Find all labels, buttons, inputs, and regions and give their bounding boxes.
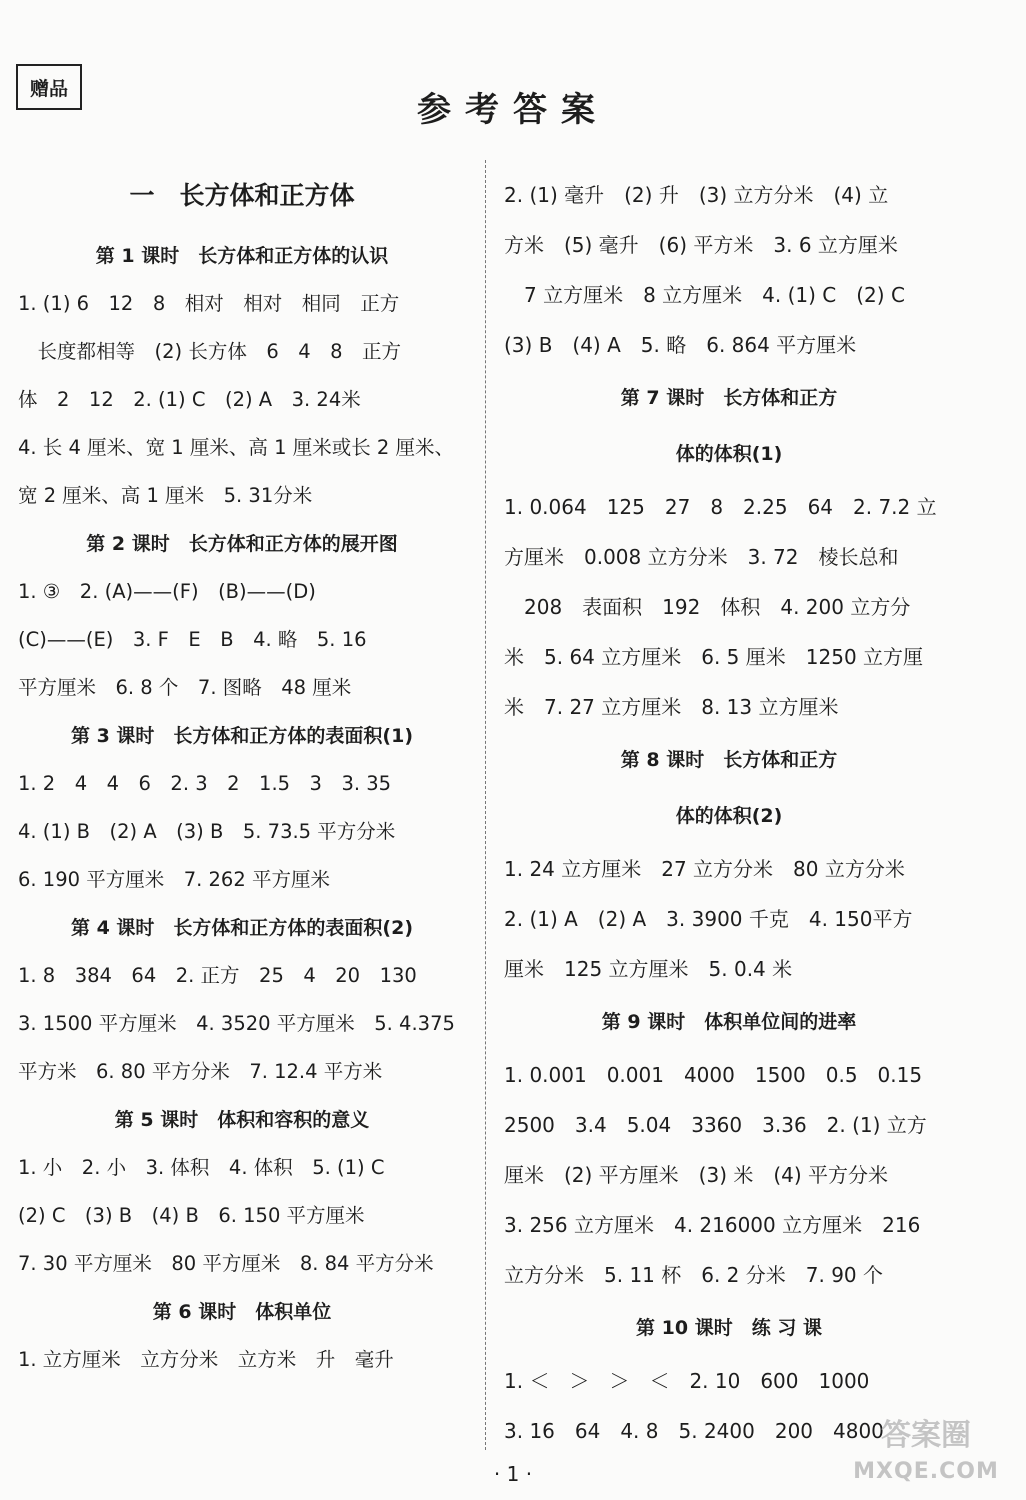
lesson-heading: 第 7 课时 长方体和正方 bbox=[620, 387, 838, 409]
answer-line: 7. 30 平方厘米 80 平方厘米 8. 84 平方分米 bbox=[18, 1252, 434, 1275]
lesson-heading: 第 9 课时 体积单位间的进率 bbox=[601, 1011, 857, 1033]
answer-line: 2. (1) A (2) A 3. 3900 千克 4. 150平方 bbox=[504, 907, 913, 931]
answer-line: 1. 0.001 0.001 4000 1500 0.5 0.15 bbox=[504, 1063, 923, 1087]
answer-line: 方米 (5) 毫升 (6) 平方米 3. 6 立方厘米 bbox=[504, 233, 898, 257]
answer-line: 1. 24 立方厘米 27 立方分米 80 立方分米 bbox=[504, 857, 905, 881]
answer-line: 体 2 12 2. (1) C (2) A 3. 24米 bbox=[18, 388, 361, 411]
answer-line: 方厘米 0.008 立方分米 3. 72 棱长总和 bbox=[504, 545, 899, 569]
answer-line: 1. 立方厘米 立方分米 立方米 升 毫升 bbox=[18, 1348, 394, 1371]
answer-line: 7 立方厘米 8 立方厘米 4. (1) C (2) C bbox=[504, 283, 905, 307]
lesson-heading: 第 6 课时 体积单位 bbox=[152, 1301, 332, 1323]
left-column bbox=[18, 170, 466, 1384]
answer-line: 厘米 125 立方厘米 5. 0.4 米 bbox=[504, 957, 793, 981]
right-answer-lines bbox=[504, 170, 954, 1456]
answer-line: 宽 2 厘米、高 1 厘米 5. 31分米 bbox=[18, 484, 313, 507]
column-divider bbox=[485, 160, 486, 1450]
answer-line: 4. (1) B (2) A (3) B 5. 73.5 平方分米 bbox=[18, 820, 396, 843]
left-answer-lines bbox=[18, 232, 466, 1384]
answer-line: 长度都相等 (2) 长方体 6 4 8 正方 bbox=[18, 340, 402, 363]
answer-line: 208 表面积 192 体积 4. 200 立方分 bbox=[504, 595, 911, 619]
answer-line: 3. 1500 平方厘米 4. 3520 平方厘米 5. 4.375 bbox=[18, 1012, 455, 1035]
watermark-logo bbox=[836, 1418, 1016, 1488]
watermark-text: 答案圈 bbox=[881, 1418, 971, 1453]
lesson-heading: 第 8 课时 长方体和正方 bbox=[620, 749, 838, 771]
answer-line: (2) C (3) B (4) B 6. 150 平方厘米 bbox=[18, 1204, 365, 1227]
answer-line: 平方厘米 6. 8 个 7. 图略 48 厘米 bbox=[18, 676, 352, 699]
answer-line: 3. 256 立方厘米 4. 216000 立方厘米 216 bbox=[504, 1213, 921, 1237]
lesson-heading: 第 1 课时 长方体和正方体的认识 bbox=[95, 245, 389, 267]
unit-title: 一 长方体和正方体 bbox=[129, 181, 355, 210]
answer-line: (C)——(E) 3. F E B 4. 略 5. 16 bbox=[18, 628, 367, 651]
answer-line: (3) B (4) A 5. 略 6. 864 平方厘米 bbox=[504, 333, 857, 357]
page-title: 参考答案 bbox=[417, 90, 609, 130]
answer-line: 3. 16 64 4. 8 5. 2400 200 4800 bbox=[504, 1419, 884, 1443]
lesson-heading: 第 5 课时 体积和容积的意义 bbox=[114, 1109, 370, 1131]
answer-line: 6. 190 平方厘米 7. 262 平方厘米 bbox=[18, 868, 330, 891]
lesson-heading: 体的体积(2) bbox=[675, 805, 783, 827]
answer-line: 厘米 (2) 平方厘米 (3) 米 (4) 平方分米 bbox=[504, 1163, 889, 1187]
answer-line: 1. ③ 2. (A)——(F) (B)——(D) bbox=[18, 580, 316, 603]
right-column bbox=[504, 170, 954, 1456]
answer-line: 立方分米 5. 11 杯 6. 2 分米 7. 90 个 bbox=[504, 1263, 884, 1287]
lesson-heading: 第 3 课时 长方体和正方体的表面积(1) bbox=[70, 725, 414, 747]
answer-line: 米 7. 27 立方厘米 8. 13 立方厘米 bbox=[504, 695, 839, 719]
lesson-heading: 第 10 课时 练 习 课 bbox=[636, 1317, 822, 1339]
answer-line: 1. 2 4 4 6 2. 3 2 1.5 3 3. 35 bbox=[18, 772, 392, 795]
answer-line: 2. (1) 毫升 (2) 升 (3) 立方分米 (4) 立 bbox=[504, 183, 889, 207]
gift-label: 赠品 bbox=[16, 64, 82, 110]
answer-line: 2500 3.4 5.04 3360 3.36 2. (1) 立方 bbox=[504, 1113, 927, 1137]
page-number: · 1 · bbox=[493, 1462, 533, 1486]
answer-line: 1. 小 2. 小 3. 体积 4. 体积 5. (1) C bbox=[18, 1156, 385, 1179]
answer-line: 4. 长 4 厘米、宽 1 厘米、高 1 厘米或长 2 厘米、 bbox=[18, 436, 455, 459]
answer-line: 1. (1) 6 12 8 相对 相对 相同 正方 bbox=[18, 292, 400, 315]
answer-line: 1. 8 384 64 2. 正方 25 4 20 130 bbox=[18, 964, 417, 987]
answer-line: 米 5. 64 立方厘米 6. 5 厘米 1250 立方厘 bbox=[504, 645, 924, 669]
lesson-heading: 第 2 课时 长方体和正方体的展开图 bbox=[86, 533, 398, 555]
lesson-heading: 体的体积(1) bbox=[675, 443, 783, 465]
lesson-heading: 第 4 课时 长方体和正方体的表面积(2) bbox=[70, 917, 414, 939]
answer-line: 平方米 6. 80 平方分米 7. 12.4 平方米 bbox=[18, 1060, 383, 1083]
watermark-url: MXQE.COM bbox=[853, 1459, 999, 1484]
answer-line: 1. ＜ ＞ ＞ ＜ 2. 10 600 1000 bbox=[504, 1369, 870, 1393]
answer-line: 1. 0.064 125 27 8 2.25 64 2. 7.2 立 bbox=[504, 495, 937, 519]
